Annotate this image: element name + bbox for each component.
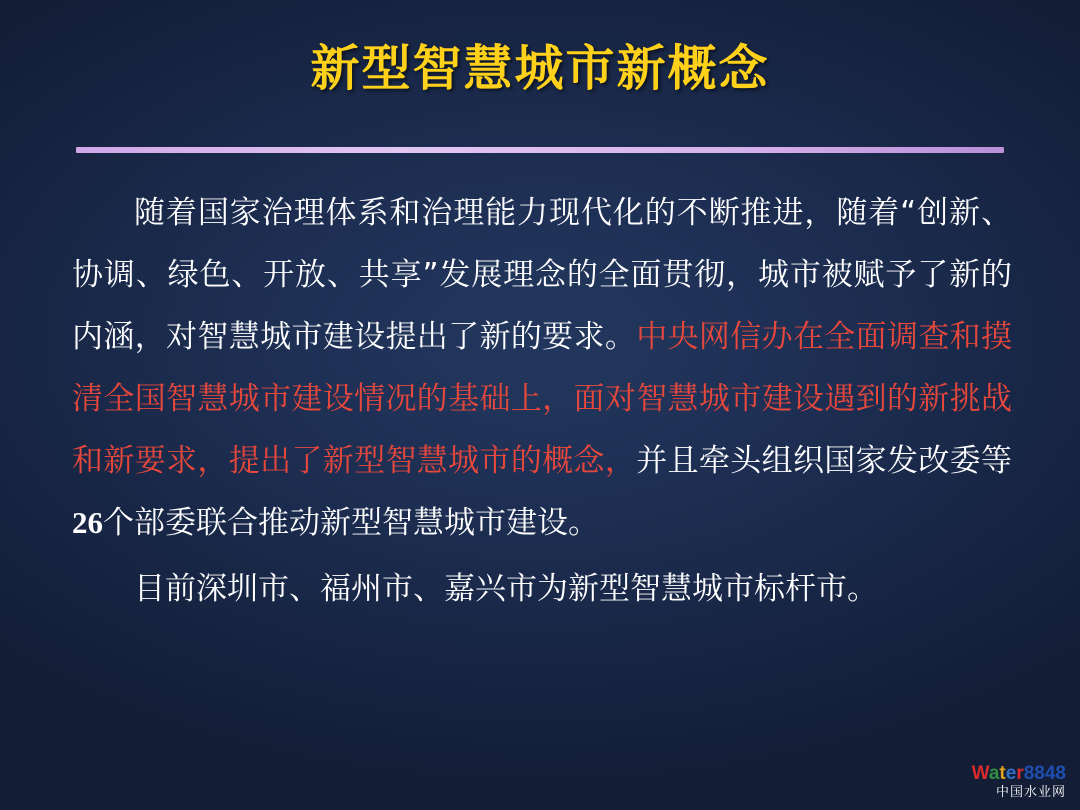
watermark-letter-t: t: [999, 763, 1006, 785]
watermark-letter-r: r: [1016, 763, 1024, 785]
text-run-number-26: 26: [72, 505, 103, 540]
watermark-digits: 8848: [1023, 763, 1066, 785]
page-title: 新型智慧城市新概念: [310, 40, 770, 97]
watermark-brand: [972, 764, 1066, 784]
watermark-letter-w: W: [971, 763, 989, 785]
slide-body: [72, 182, 1012, 620]
watermark-letter-e: e: [1005, 763, 1017, 785]
title-divider: [76, 147, 1004, 153]
paragraph-2: [72, 558, 1012, 620]
paragraph-1: [72, 182, 1012, 554]
text-run-normal-2: 并且牵头组织国家发改委等: [636, 443, 1013, 479]
text-run-normal-1: 随着国家治理体系和治理能力现代化的不断推进，随着“创新、协调、绿色、开放、共享”发展理念的全面贯彻，城市被赋予了新的内涵，对智慧城市建设提出了新的要求。: [72, 195, 1012, 355]
text-run-normal-4: 目前深圳市、福州市、嘉兴市为新型智慧城市标杆市。: [134, 571, 878, 607]
watermark: [972, 764, 1066, 800]
text-run-normal-3: 个部委联合推动新型智慧城市建设。: [103, 505, 599, 541]
watermark-letter-a: a: [988, 763, 1000, 785]
watermark-subtitle: 中国水业网: [995, 785, 1066, 801]
text-run-highlight-1: 中央网信办在全面调查和摸清全国智慧城市建设情况的基础上，面对智慧城市建设遇到的新挑战和新要求，提出了新型智慧城市的概念，: [72, 319, 1013, 479]
